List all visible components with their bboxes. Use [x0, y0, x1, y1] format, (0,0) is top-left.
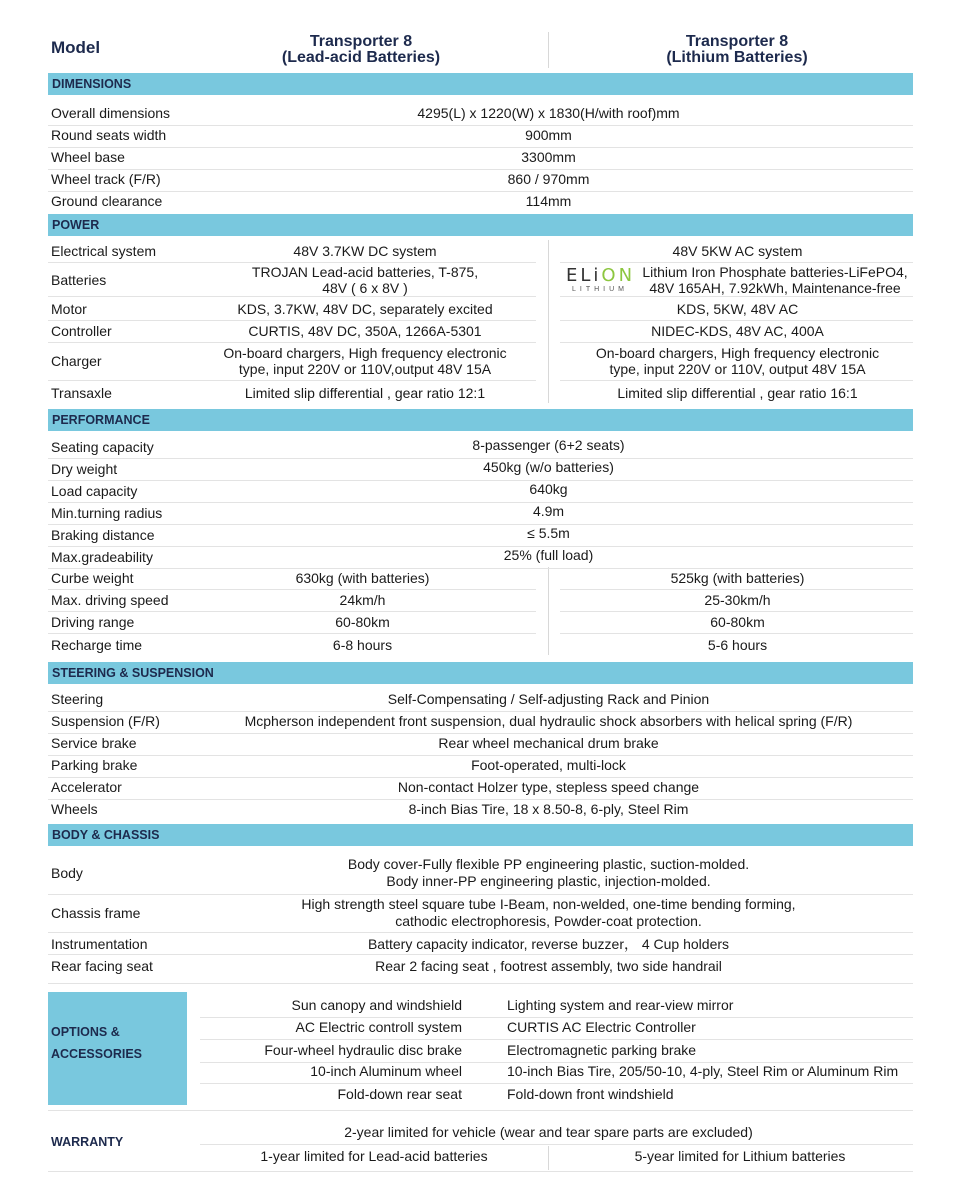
option-item-left: 10-inch Aluminum wheel — [310, 1063, 462, 1079]
lead-acid-value: 630kg (with batteries) — [295, 570, 430, 586]
section-title-dimensions: DIMENSIONS — [52, 77, 132, 91]
spec-label: Charger — [51, 353, 102, 369]
lithium-value: NIDEC-KDS, 48V AC, 400A — [651, 323, 824, 339]
spec-label: Batteries — [51, 272, 107, 288]
spec-value: Non-contact Holzer type, stepless speed change — [397, 779, 700, 795]
row-rule — [560, 633, 913, 634]
section-title-steering: STEERING & SUSPENSION — [52, 666, 214, 680]
row-rule — [560, 296, 913, 297]
lead-acid-value: 48V 3.7KW DC system — [293, 243, 437, 259]
warranty-bottom-rule — [48, 1171, 913, 1172]
option-item-left: Fold-down rear seat — [337, 1086, 462, 1102]
lead-acid-value: 24km/h — [339, 592, 386, 608]
spec-value: Foot-operated, multi-lock — [471, 757, 626, 773]
warranty-heading: WARRANTY — [51, 1135, 124, 1149]
row-rule — [200, 1083, 913, 1084]
spec-label: Dry weight — [51, 461, 118, 477]
spec-value: Self-Compensating / Self-adjusting Rack and Pinion — [387, 691, 710, 707]
row-rule — [48, 320, 536, 321]
lithium-value: 5-6 hours — [707, 637, 768, 653]
performance-column-divider — [548, 567, 549, 655]
lithium-value: type, input 220V or 110V, output 48V 15A — [609, 361, 866, 377]
row-rule — [48, 125, 913, 126]
spec-value: 25% (full load) — [503, 547, 594, 563]
spec-value: 450kg (w/o batteries) — [483, 459, 614, 475]
spec-label: Accelerator — [51, 779, 122, 795]
row-rule — [48, 983, 913, 984]
power-column-divider — [548, 240, 549, 403]
row-rule — [560, 611, 913, 612]
section-band-body — [48, 824, 913, 846]
spec-label: Max. driving speed — [51, 592, 169, 608]
row-rule — [48, 733, 913, 734]
spec-label: Round seats width — [51, 127, 167, 143]
model-heading: Model — [51, 38, 101, 57]
spec-label: Overall dimensions — [51, 105, 171, 121]
option-item-left: Four-wheel hydraulic disc brake — [264, 1042, 462, 1058]
lead-acid-value: KDS, 3.7KW, 48V DC, separately excited — [237, 301, 493, 317]
lead-acid-value: 48V ( 6 x 8V ) — [322, 280, 408, 296]
spec-value: 4.9m — [532, 503, 565, 519]
section-band-power — [48, 214, 913, 236]
lithium-value: KDS, 5KW, 48V AC — [676, 301, 799, 317]
section-title-power: POWER — [52, 218, 100, 232]
row-rule — [200, 1039, 913, 1040]
options-bottom-rule — [48, 1110, 913, 1111]
spec-value: 900mm — [525, 127, 572, 143]
row-rule — [48, 568, 913, 569]
row-rule — [48, 342, 536, 343]
lead-acid-value: type, input 220V or 110V,output 48V 15A — [238, 361, 492, 377]
spec-label: Transaxle — [51, 385, 112, 401]
row-rule — [48, 611, 536, 612]
option-item-right: 10-inch Bias Tire, 205/50-10, 4-ply, Steel Rim or Aluminum Rim — [507, 1063, 899, 1079]
spec-label: Braking distance — [51, 527, 155, 543]
row-rule — [48, 380, 536, 381]
row-rule — [560, 380, 913, 381]
spec-label: Wheel base — [51, 149, 125, 165]
lead-acid-subtitle: (Lead-acid Batteries) — [281, 49, 441, 66]
option-item-right: Electromagnetic parking brake — [507, 1042, 697, 1058]
spec-value: Body cover-Fully flexible PP engineering plastic, suction-molded. — [347, 856, 750, 872]
spec-value: 640kg — [529, 481, 568, 497]
row-rule — [48, 589, 536, 590]
row-rule — [48, 755, 913, 756]
row-rule — [560, 589, 913, 590]
spec-label: Driving range — [51, 614, 135, 630]
spec-label: Recharge time — [51, 637, 143, 653]
section-band-steering — [48, 662, 913, 684]
spec-label: Electrical system — [51, 243, 157, 259]
spec-label: Suspension (F/R) — [51, 713, 160, 729]
row-rule — [48, 954, 913, 955]
spec-value: 8-inch Bias Tire, 18 x 8.50-8, 6-ply, Steel Rim — [408, 801, 689, 817]
lithium-value: 525kg (with batteries) — [670, 570, 805, 586]
row-rule — [48, 633, 536, 634]
spec-value: 860 / 970mm — [507, 171, 590, 187]
lithium-title: Transporter 8 — [685, 33, 789, 50]
spec-label: Load capacity — [51, 483, 138, 499]
lithium-value: On-board chargers, High frequency electronic — [595, 345, 880, 361]
row-rule — [560, 320, 913, 321]
row-rule — [48, 711, 913, 712]
spec-label: Motor — [51, 301, 87, 317]
warranty-divider — [548, 1146, 549, 1170]
warranty-rule — [200, 1144, 913, 1145]
spec-value: High strength steel square tube I-Beam, non-welded, one-time bending forming, — [301, 896, 796, 912]
option-item-left: AC Electric controll system — [295, 1019, 462, 1035]
spec-value: 4295(L) x 1220(W) x 1830(H/with roof)mm — [417, 105, 680, 121]
row-rule — [48, 191, 913, 192]
spec-value: Mcpherson independent front suspension, dual hydraulic shock absorbers with helical spring (F/R) — [244, 713, 853, 729]
option-item-right: CURTIS AC Electric Controller — [507, 1019, 696, 1035]
spec-label: Chassis frame — [51, 905, 141, 921]
spec-label: Seating capacity — [51, 439, 154, 455]
warranty-lithium: 5-year limited for Lithium batteries — [634, 1148, 846, 1164]
spec-label: Curbe weight — [51, 570, 134, 586]
row-rule — [48, 932, 913, 933]
options-heading-box — [48, 992, 187, 1105]
spec-value: Rear 2 facing seat , footrest assembly, two side handrail — [375, 957, 722, 974]
header-divider — [548, 32, 549, 68]
lead-acid-value: Limited slip differential , gear ratio 12:1 — [244, 385, 486, 401]
spec-label: Ground clearance — [51, 193, 163, 209]
spec-value: cathodic electrophoresis, Powder-coat protection. — [395, 913, 702, 929]
lead-acid-value: 60-80km — [335, 614, 390, 630]
spec-value: Battery capacity indicator, reverse buzzer， 4 Cup holders — [367, 935, 730, 952]
spec-label: Instrumentation — [51, 936, 148, 952]
row-rule — [560, 262, 913, 263]
row-rule — [48, 799, 913, 800]
lithium-value: Limited slip differential , gear ratio 16:1 — [617, 385, 858, 401]
row-rule — [48, 296, 536, 297]
spec-label: Steering — [51, 691, 104, 707]
spec-value: 114mm — [525, 193, 572, 209]
spec-label: Parking brake — [51, 757, 138, 773]
row-rule — [200, 1017, 913, 1018]
options-title-line2: ACCESSORIES — [51, 1047, 142, 1061]
section-title-performance: PERFORMANCE — [52, 413, 150, 427]
spec-label: Max.gradeability — [51, 549, 153, 565]
options-title-line1: OPTIONS & — [51, 1025, 120, 1039]
spec-value: 8-passenger (6+2 seats) — [472, 437, 625, 453]
lead-acid-title: Transporter 8 — [309, 33, 413, 50]
spec-label: Controller — [51, 323, 112, 339]
lithium-value: 25-30km/h — [704, 592, 771, 608]
lithium-value: Lithium Iron Phosphate batteries-LiFePO4, — [642, 264, 908, 280]
spec-value: 3300mm — [521, 149, 576, 165]
spec-label: Body — [51, 865, 83, 881]
section-band-dimensions — [48, 73, 913, 95]
lead-acid-value: 6-8 hours — [332, 637, 393, 653]
lead-acid-value: CURTIS, 48V DC, 350A, 1266A-5301 — [248, 323, 482, 339]
row-rule — [48, 894, 913, 895]
spec-value: ≤ 5.5m — [527, 525, 570, 541]
option-item-right: Lighting system and rear-view mirror — [507, 997, 734, 1013]
lead-acid-value: TROJAN Lead-acid batteries, T-875, — [251, 264, 479, 280]
lithium-value: 48V 5KW AC system — [672, 243, 803, 259]
spec-value: Body inner-PP engineering plastic, injection-molded. — [386, 873, 711, 889]
lithium-value: 48V 165AH, 7.92kWh, Maintenance-free — [649, 280, 901, 296]
lithium-subtitle: (Lithium Batteries) — [666, 49, 808, 66]
section-title-body: BODY & CHASSIS — [52, 828, 160, 842]
option-item-left: Sun canopy and windshield — [291, 997, 462, 1013]
spec-label: Wheel track (F/R) — [51, 171, 161, 187]
warranty-vehicle: 2-year limited for vehicle (wear and tear spare parts are excluded) — [344, 1124, 753, 1140]
section-band-performance — [48, 409, 913, 431]
spec-label: Min.turning radius — [51, 505, 163, 521]
spec-label: Service brake — [51, 735, 137, 751]
option-item-right: Fold-down front windshield — [507, 1086, 674, 1102]
row-rule — [560, 342, 913, 343]
row-rule — [48, 262, 536, 263]
row-rule — [48, 169, 913, 170]
lithium-column-heading — [587, 34, 887, 66]
row-rule — [48, 147, 913, 148]
row-rule — [48, 777, 913, 778]
elion-lithium-logo: ELiON LITHIUM — [566, 265, 636, 293]
spec-label: Wheels — [51, 801, 98, 817]
warranty-lead-acid: 1-year limited for Lead-acid batteries — [260, 1148, 488, 1164]
lead-acid-value: On-board chargers, High frequency electronic — [223, 345, 507, 361]
lead-acid-column-heading — [211, 34, 511, 66]
spec-value: Rear wheel mechanical drum brake — [438, 735, 659, 751]
spec-label: Rear facing seat — [51, 958, 153, 974]
lithium-value: 60-80km — [710, 614, 765, 630]
